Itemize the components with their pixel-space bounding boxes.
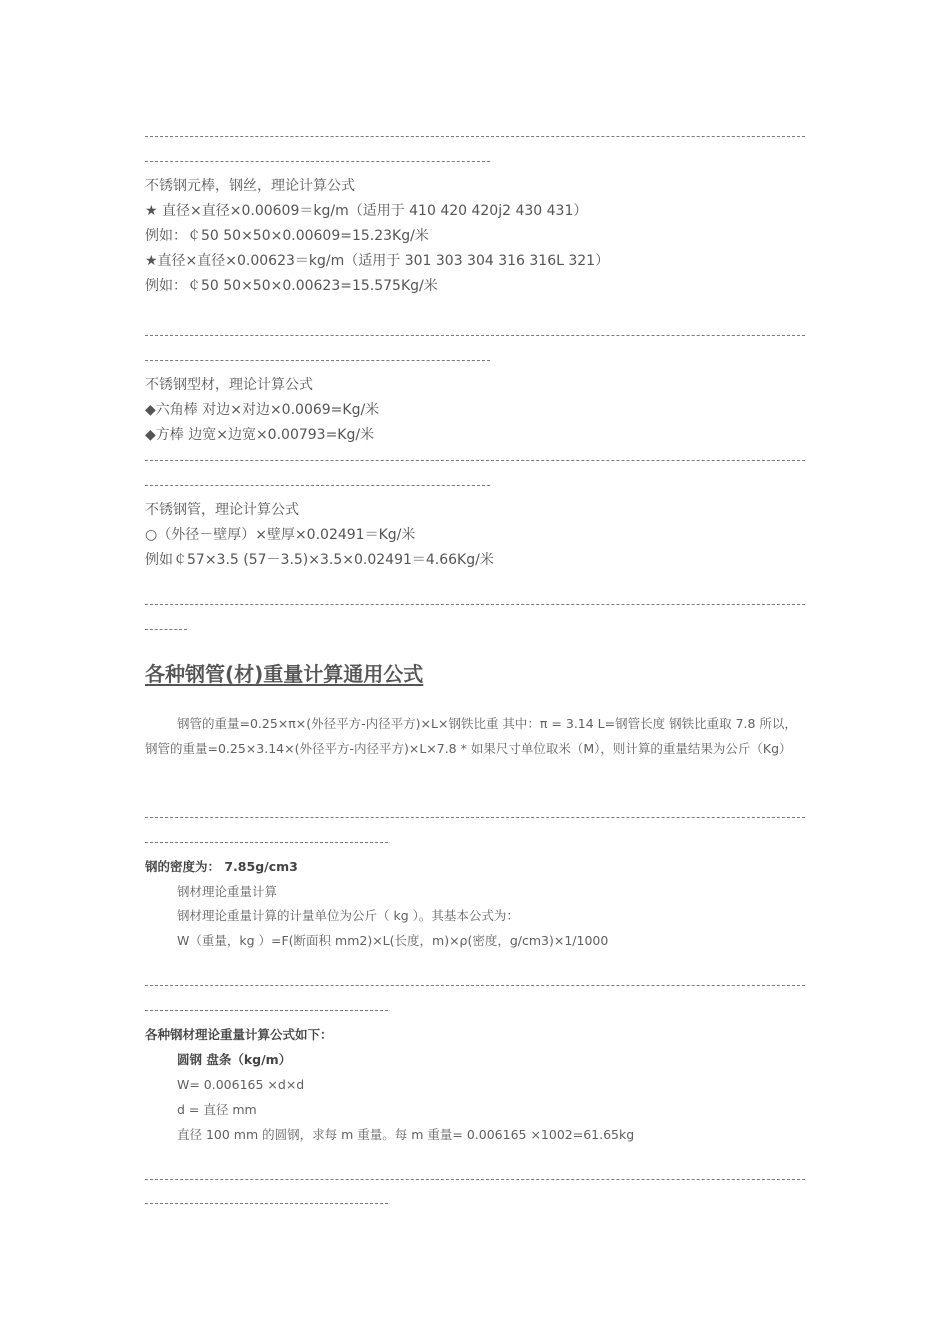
general-formula-heading: 各种钢管(材)重量计算通用公式	[145, 662, 424, 686]
profile-section-title: 不锈钢型材，理论计算公式	[145, 377, 313, 393]
dashed-separator	[145, 1203, 388, 1205]
pipe-example: 例如￠57×3.5 (57－3.5)×3.5×0.02491＝4.66Kg/米	[145, 552, 494, 568]
dashed-separator	[145, 161, 490, 163]
round-steel-example: 直径 100 mm 的圆钢，求每 m 重量。每 m 重量= 0.006165 ×1002=61.65kg	[177, 1127, 635, 1142]
round-steel-title: 圆钢 盘条（kg/m）	[177, 1052, 292, 1067]
dashed-separator	[145, 1010, 388, 1012]
general-formula-paragraph: 钢管的重量=0.25×π×(外径平方-内径平方)×L×钢铁比重 其中：π = 3.14 L=钢管长度 钢铁比重取 7.8 所以，钢管的重量=0.25×3.14×(外径平方-内径平方)×L×7.8 * 如果尺寸单位取米（M），则计算的重量结果为公斤（Kg）	[145, 716, 797, 756]
square-bar-formula: ◆方棒 边宽×边宽×0.00793=Kg/米	[145, 427, 375, 443]
dashed-separator	[145, 1179, 805, 1181]
hex-bar-formula: ◆六角棒 对边×对边×0.0069=Kg/米	[145, 402, 380, 418]
density-line-2: 钢材理论重量计算的计量单位为公斤（ kg ）。其基本公式为：	[177, 908, 519, 923]
round-steel-formula: W= 0.006165 ×d×d	[177, 1077, 305, 1092]
round-steel-unit: d = 直径 mm	[177, 1102, 257, 1117]
dashed-separator	[145, 629, 187, 631]
round-bar-section-title: 不锈钢元棒，钢丝，理论计算公式	[145, 178, 355, 194]
formulas-heading: 各种钢材理论重量计算公式如下：	[145, 1027, 333, 1042]
dashed-separator	[145, 985, 805, 987]
density-line-3: W（重量，kg ）=F(断面积 mm2)×L(长度，m)×ρ(密度，g/cm3)×1/1000	[177, 933, 609, 948]
round-bar-example-1: 例如：￠50 50×50×0.00609=15.23Kg/米	[145, 228, 429, 244]
dashed-separator	[145, 335, 805, 337]
dashed-separator	[145, 817, 805, 819]
dashed-separator	[145, 136, 805, 138]
round-bar-formula-2: ★直径×直径×0.00623＝kg/m（适用于 301 303 304 316 316L 321）	[145, 253, 610, 269]
dashed-separator	[145, 360, 490, 362]
round-bar-example-2: 例如：￠50 50×50×0.00623=15.575Kg/米	[145, 278, 438, 294]
steel-density-label: 钢的密度为： 7.85g/cm3	[145, 859, 298, 874]
pipe-formula: ○（外径－壁厚）×壁厚×0.02491＝Kg/米	[145, 527, 416, 543]
dashed-separator	[145, 604, 805, 606]
pipe-section-title: 不锈钢管，理论计算公式	[145, 502, 299, 518]
dashed-separator	[145, 485, 490, 487]
dashed-separator	[145, 460, 805, 462]
dashed-separator	[145, 842, 388, 844]
document-page	[145, 0, 810, 1344]
round-bar-formula-1: ★ 直径×直径×0.00609＝kg/m（适用于 410 420 420j2 430 431）	[145, 203, 588, 219]
density-line-1: 钢材理论重量计算	[177, 884, 278, 899]
